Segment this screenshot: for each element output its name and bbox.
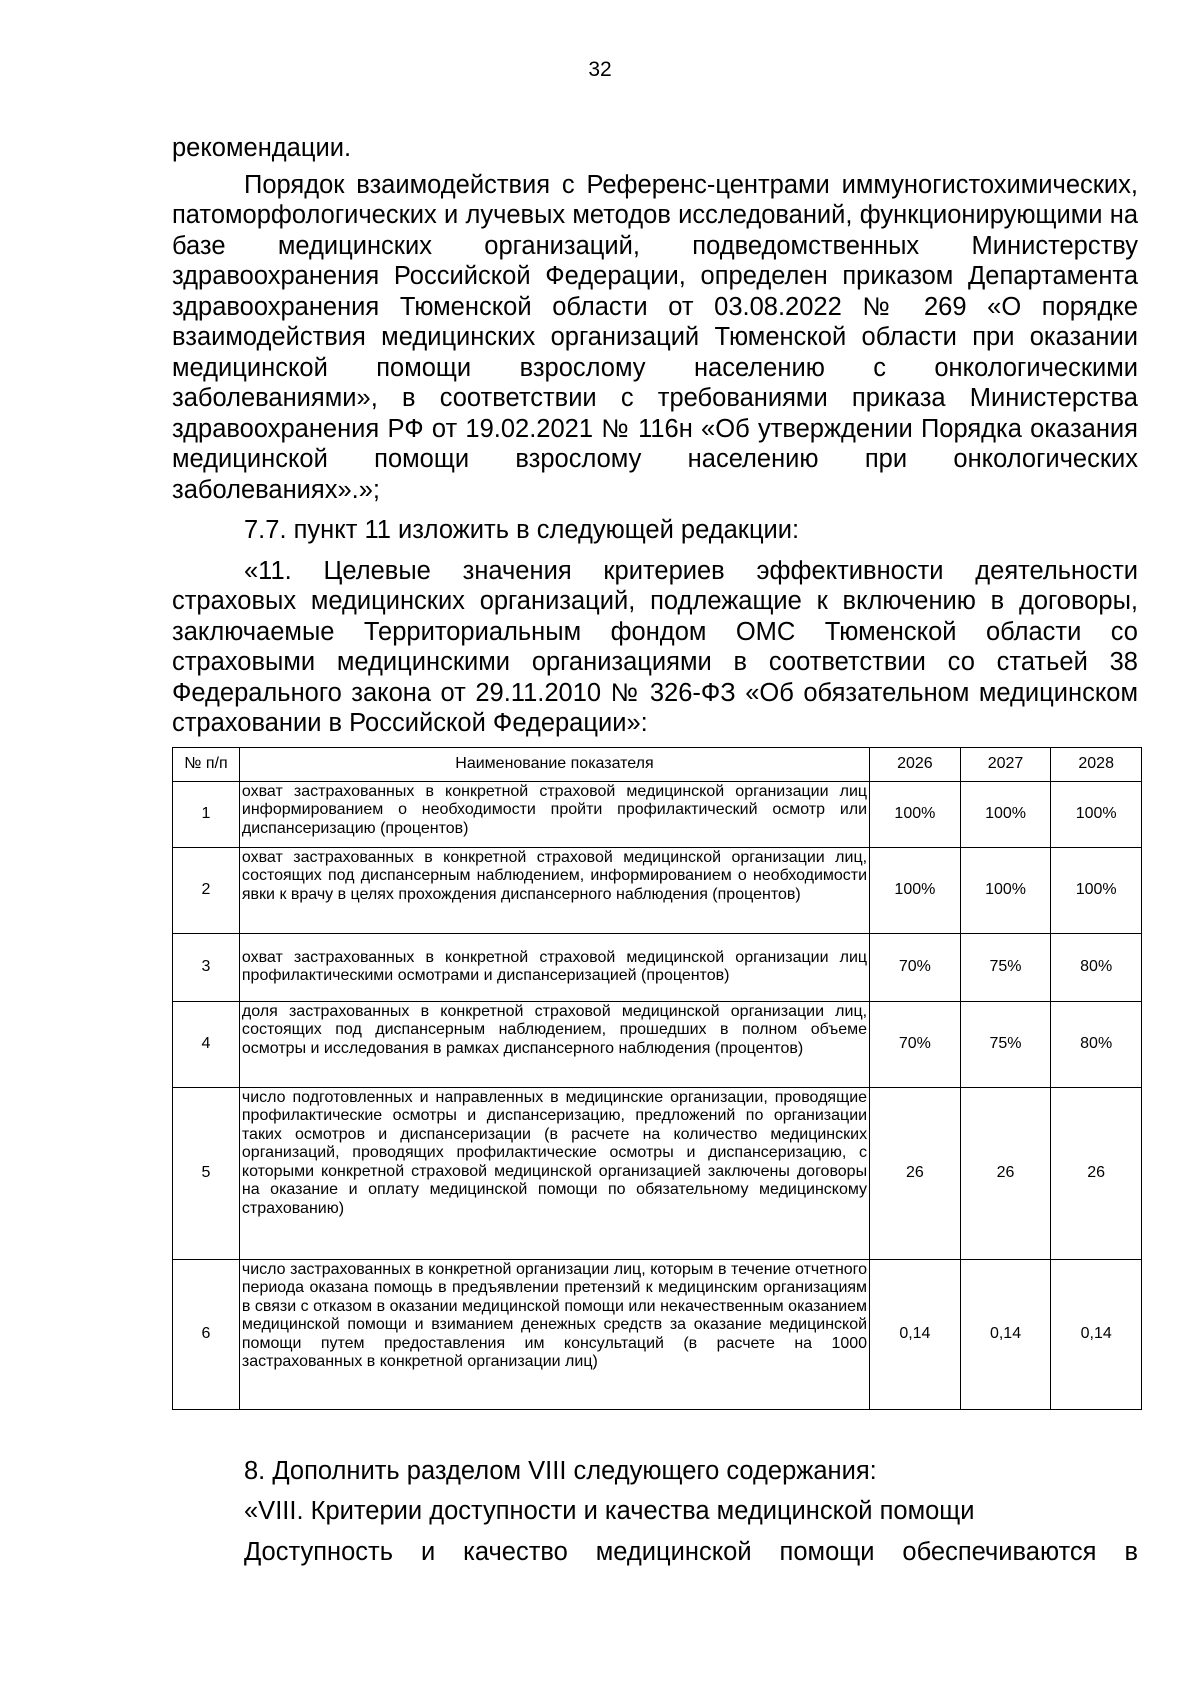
row-name: число подготовленных и направленных в медицинские организации, проводящие профилактические осмотры и диспансеризацию, предложений по организации таких осмотров и диспансеризации (в расчете на количество медицинских организаций, проводящих профилактические осмотры и диспансеризацию, с которыми конкретной страховой медицинской организацией заключены договоры на оказание и оплату медицинской помощи по обязательному медицинскому страхованию) bbox=[239, 1087, 869, 1259]
row-value-2028: 80% bbox=[1051, 933, 1142, 1001]
section-viii-title: «VIII. Критерии доступности и качества медицинской помощи bbox=[244, 1497, 975, 1525]
row-num: 4 bbox=[173, 1001, 240, 1087]
section-8 bbox=[172, 1456, 1138, 1568]
paragraph-continuation: рекомендации. bbox=[172, 134, 352, 162]
row-value-2028: 100% bbox=[1051, 847, 1142, 933]
table-row bbox=[173, 847, 1142, 933]
row-num: 5 bbox=[173, 1087, 240, 1259]
row-num: 1 bbox=[173, 781, 240, 847]
table-header-row bbox=[173, 747, 1142, 781]
criteria-table bbox=[172, 747, 1142, 1410]
row-value-2027: 0,14 bbox=[960, 1259, 1051, 1409]
row-value-2027: 26 bbox=[960, 1087, 1051, 1259]
header-num: № п/п bbox=[173, 747, 240, 781]
table-row bbox=[173, 781, 1142, 847]
table-row bbox=[173, 933, 1142, 1001]
row-name: доля застрахованных в конкретной страховой медицинской организации лиц, состоящих под диспансерным наблюдением, прошедших в полном объеме осмотры и исследования в рамках диспансерного наблюдения (процентов) bbox=[239, 1001, 869, 1087]
row-name: охват застрахованных в конкретной страховой медицинской организации лиц информированием о необходимости пройти профилактический осмотр или диспансеризацию (процентов) bbox=[239, 781, 869, 847]
table-row bbox=[173, 1087, 1142, 1259]
row-value-2026: 0,14 bbox=[870, 1259, 961, 1409]
row-value-2027: 75% bbox=[960, 1001, 1051, 1087]
table-row bbox=[173, 1001, 1142, 1087]
row-value-2027: 100% bbox=[960, 847, 1051, 933]
header-2028: 2028 bbox=[1051, 747, 1142, 781]
row-value-2026: 70% bbox=[870, 1001, 961, 1087]
document-body bbox=[172, 133, 1138, 1567]
row-num: 3 bbox=[173, 933, 240, 1001]
header-name: Наименование показателя bbox=[239, 747, 869, 781]
row-num: 2 bbox=[173, 847, 240, 933]
row-value-2026: 100% bbox=[870, 781, 961, 847]
paragraph-item-7-7: 7.7. пункт 11 изложить в следующей редакции: bbox=[244, 516, 800, 544]
header-2027: 2027 bbox=[960, 747, 1051, 781]
row-value-2026: 26 bbox=[870, 1087, 961, 1259]
paragraph-item-8: 8. Дополнить разделом VIII следующего содержания: bbox=[244, 1456, 877, 1485]
row-num: 6 bbox=[173, 1259, 240, 1409]
paragraph-reference-centers: Порядок взаимодействия с Референс-центрами иммуногистохимических, патоморфологических и лучевых методов исследований, функционирующими на базе медицинских организаций, подведомственных Министерству здравоохранения Российской Федерации, определен приказом Департамента здравоохранения Тюменской области от 03.08.2022 № 269 «О порядке взаимодействия медицинских организаций Тюменской области при оказании медицинской помощи взрослому населению с онкологическими заболеваниями», в соответствии с требованиями приказа Министерства здравоохранения РФ от 19.02.2021 № 116н «Об утверждении Порядка оказания медицинской помощи взрослому населению при онкологических заболеваниях».»; bbox=[172, 170, 1138, 504]
paragraph-item-11: «11. Целевые значения критериев эффективности деятельности страховых медицинских организаций, подлежащие к включению в договоры, заключаемые Территориальным фондом ОМС Тюменской области со страховыми медицинскими организациями в соответствии со статьей 38 Федерального закона от 29.11.2010 № 326-ФЗ «Об обязательном медицинском страховании в Российской Федерации»: bbox=[172, 556, 1138, 737]
row-name: охват застрахованных в конкретной страховой медицинской организации лиц профилактическими осмотрами и диспансеризацией (процентов) bbox=[239, 933, 869, 1001]
row-name: число застрахованных в конкретной организации лиц, которым в течение отчетного периода оказана помощь в предъявлении претензий к медицинским организациям в связи с отказом в оказании медицинской помощи или некачественным оказанием медицинской помощи и взиманием денежных средств за оказание медицинской помощи путем предоставления им консультаций (в расчете на 1000 застрахованных в конкретной организации лиц) bbox=[239, 1259, 869, 1409]
header-2026: 2026 bbox=[870, 747, 961, 781]
row-value-2026: 100% bbox=[870, 847, 961, 933]
row-name: охват застрахованных в конкретной страховой медицинской организации лиц, состоящих под диспансерным наблюдением, информированием о необходимости явки к врачу в целях прохождения диспансерного наблюдения (процентов) bbox=[239, 847, 869, 933]
table-row bbox=[173, 1259, 1142, 1409]
row-value-2028: 26 bbox=[1051, 1087, 1142, 1259]
page-number: 32 bbox=[588, 58, 612, 81]
row-value-2028: 0,14 bbox=[1051, 1259, 1142, 1409]
row-value-2027: 75% bbox=[960, 933, 1051, 1001]
row-value-2028: 100% bbox=[1051, 781, 1142, 847]
paragraph-availability: Доступность и качество медицинской помощи обеспечиваются в bbox=[244, 1537, 1138, 1566]
row-value-2028: 80% bbox=[1051, 1001, 1142, 1087]
row-value-2026: 70% bbox=[870, 933, 961, 1001]
row-value-2027: 100% bbox=[960, 781, 1051, 847]
